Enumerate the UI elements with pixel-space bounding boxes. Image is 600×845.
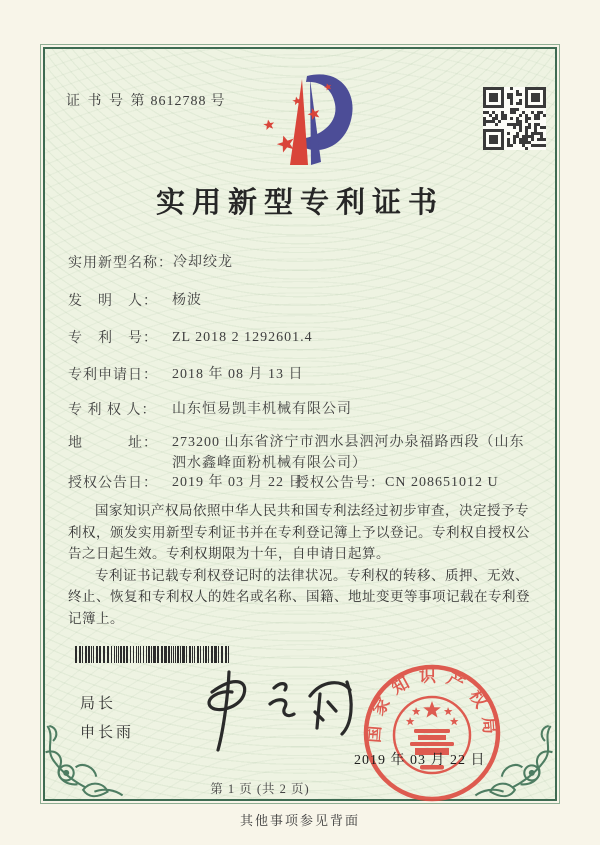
certificate-title: 实用新型专利证书 — [155, 187, 444, 219]
field-address — [68, 432, 538, 474]
field-label: 授权公告号： — [295, 476, 385, 491]
director-title: 局长 — [80, 696, 117, 712]
certificate-number: 证 书 号 第 8612788 号 — [66, 94, 227, 109]
director-name: 申长雨 — [80, 725, 135, 741]
field-value: CN 208651012 U — [385, 475, 499, 490]
field-label: 发 明 人： — [68, 294, 158, 309]
barcode — [75, 646, 235, 663]
field-value: ZL 2018 2 1292601.4 — [172, 330, 313, 345]
field-label: 专利申请日： — [68, 368, 158, 383]
field-utility-model-name — [68, 252, 538, 273]
corner-flourish-left — [38, 708, 135, 804]
field-value: 杨波 — [172, 293, 202, 308]
qr-code — [483, 87, 546, 150]
cnipa-logo-icon — [240, 70, 362, 176]
field-label: 专 利 权 人： — [68, 403, 157, 418]
field-value: 273200 山东省济宁市泗水县泗河办泉福路西段（山东泗水鑫峰面粉机械有限公司） — [172, 435, 525, 471]
field-inventor — [68, 290, 538, 311]
director-signature — [182, 666, 357, 754]
field-value: 2019 年 03 月 22 日 — [172, 475, 304, 490]
field-value: 2018 年 08 月 13 日 — [172, 367, 304, 382]
field-grant-number — [295, 472, 499, 493]
legal-text — [68, 500, 534, 629]
field-label: 实用新型名称： — [68, 256, 173, 271]
field-value: 山东恒易凯丰机械有限公司 — [172, 402, 352, 417]
field-patentee — [68, 399, 538, 420]
back-side-note: 其他事项参见背面 — [239, 813, 360, 828]
legal-paragraph: 专利证书记载专利权登记时的法律状况。专利权的转移、质押、无效、终止、恢复和专利权人的姓名或名称、国籍、地址变更等事项记载在专利登记簿上。 — [68, 567, 530, 626]
field-grant-row — [68, 472, 538, 493]
field-value: 冷却绞龙 — [173, 255, 233, 270]
page-number: 第 1 页 (共 2 页) — [210, 782, 310, 796]
legal-paragraph: 国家知识产权局依照中华人民共和国专利法经过初步审查，决定授予专利权，颁发实用新型专利证书并在专利登记簿上予以登记。专利权自授权公告之日起生效。专利权期限为十年，自申请日起算。 — [68, 503, 530, 561]
field-patent-number — [68, 327, 538, 348]
field-label: 授权公告日： — [68, 476, 158, 491]
field-filing-date — [68, 364, 538, 385]
seal-date: 2019 年 03 月 22 日 — [354, 753, 486, 768]
field-label: 地 址： — [68, 436, 158, 451]
field-label: 专 利 号： — [68, 331, 158, 346]
seal-text: 国家知识产权局 — [364, 666, 500, 744]
